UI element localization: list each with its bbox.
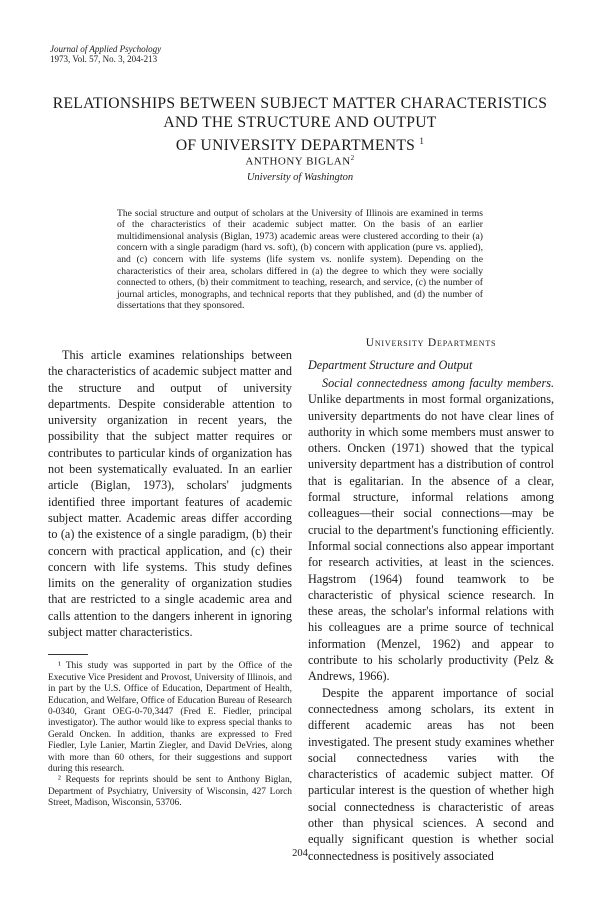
journal-name: Journal of Applied Psychology <box>50 44 162 54</box>
journal-citation <box>50 44 161 64</box>
subsection-heading: Department Structure and Output <box>308 358 473 372</box>
title-footnote-mark: 1 <box>419 136 425 147</box>
author-name-text: ANTHONY BIGLAN <box>245 155 351 168</box>
right-column <box>308 337 554 864</box>
title-line-2: AND THE STRUCTURE AND OUTPUT <box>163 114 437 132</box>
footnote-divider <box>48 654 88 655</box>
journal-volume: 1973, Vol. 57, No. 3, 204-213 <box>50 54 158 64</box>
body-paragraph-2: Despite the apparent importance of social connectedness among scholars, its extent in different academic areas has not been investigated. The present study examines whether social connectedness varies with the characteristics of academic subject matter. Of particular interest is the question of whether high social connectedness is characteristic of areas other than physical sciences. A second and equally significant question is whether social connectedness is positively associated <box>308 685 554 863</box>
section-heading: University Departments <box>365 337 497 349</box>
body-paragraph-1 <box>308 375 554 685</box>
author-name <box>0 154 600 168</box>
paragraph-1-text: Unlike departments in most formal organizations, university departments do not have clear lines of authority in which some members must answer to others. Oncken (1971) showed that the typical university department has a distribution of control that is egalitarian. In the absence of a clear, formal structure, informal relations among colleagues—their social connections—may be crucial to the department's functioning efficiently. Informal social connections also appear important for research activities, at least in the sciences. Hagstrom (1964) found teamwork to be characteristic of physical science research. In these areas, the scholar's informal relations with his colleagues are a prime source of technical information (Menzel, 1962) and appear to contribute to his scholarly productivity (Pelz & Andrews, 1966). <box>308 392 554 684</box>
title-line-3: OF UNIVERSITY DEPARTMENTS <box>175 137 416 155</box>
paragraph-run-in-heading: Social connectedness among faculty members. <box>322 376 554 390</box>
title-line-1: RELATIONSHIPS BETWEEN SUBJECT MATTER CHARACTERISTICS <box>52 95 548 113</box>
article-title <box>30 94 570 155</box>
intro-paragraph: This article examines relationships between the characteristics of academic subject matter and the structure and output of university departments. Despite considerable attention to university organization in recent years, the possibility that the subject matter requires or contributes to particular kinds of organization has not been systematically evaluated. In an earlier article (Biglan, 1973), scholars' judgments identified three important features of academic subject matter. Academic areas differ according to (a) the existence of a single paradigm, (b) their concern with practical application, and (c) their concern with life systems. This study defines limits on the generality of organization studies that are restricted to a single academic area and calls attention to the dangers inherent in ignoring subject matter characteristics. <box>48 348 292 640</box>
author-affiliation: University of Washington <box>246 172 354 183</box>
abstract: The social structure and output of scholars at the University of Illinois are examined in terms of the characteristics of their academic subject matter. On the basis of an earlier multidimensional analysis (Biglan, 1973) academic areas were clustered according to their (a) concern with a single paradigm (hard vs. soft), (b) concern with application (pure vs. applied), and (c) concern with life systems (life system vs. nonlife system). Depending on the characteristics of their area, scholars differed in (a) the degree to which they were socially connected to others, (b) their commitment to teaching, research, and service, (c) the number of journal articles, monographs, and technical reports that they published, and (d) the number of dissertations that they sponsored. <box>117 207 483 312</box>
footnote-1: ¹ This study was supported in part by the Office of the Executive Vice President and Provost, University of Illinois, and in part by the U.S. Office of Education, Department of Health, Education, and Welfare, Office of Education Bureau of Research 0-0340, Grant OEG-0-70,3447 (Fred E. Fiedler, principal investigator). The author would like to express special thanks to Gerald Oncken. In addition, thanks are expressed to Fred Fiedler, Lyle Lanier, Martin Ziegler, and David DeVries, along with more than 60 others, for their suggestions and support during this research. <box>48 661 292 774</box>
footnote-2: ² Requests for reprints should be sent to Anthony Biglan, Department of Psychiatry, University of Wisconsin, 427 Lorch Street, Madison, Wisconsin, 53706. <box>48 775 292 809</box>
author-footnote-mark: 2 <box>350 154 355 162</box>
page-number: 204 <box>292 848 308 859</box>
left-column <box>48 347 292 810</box>
